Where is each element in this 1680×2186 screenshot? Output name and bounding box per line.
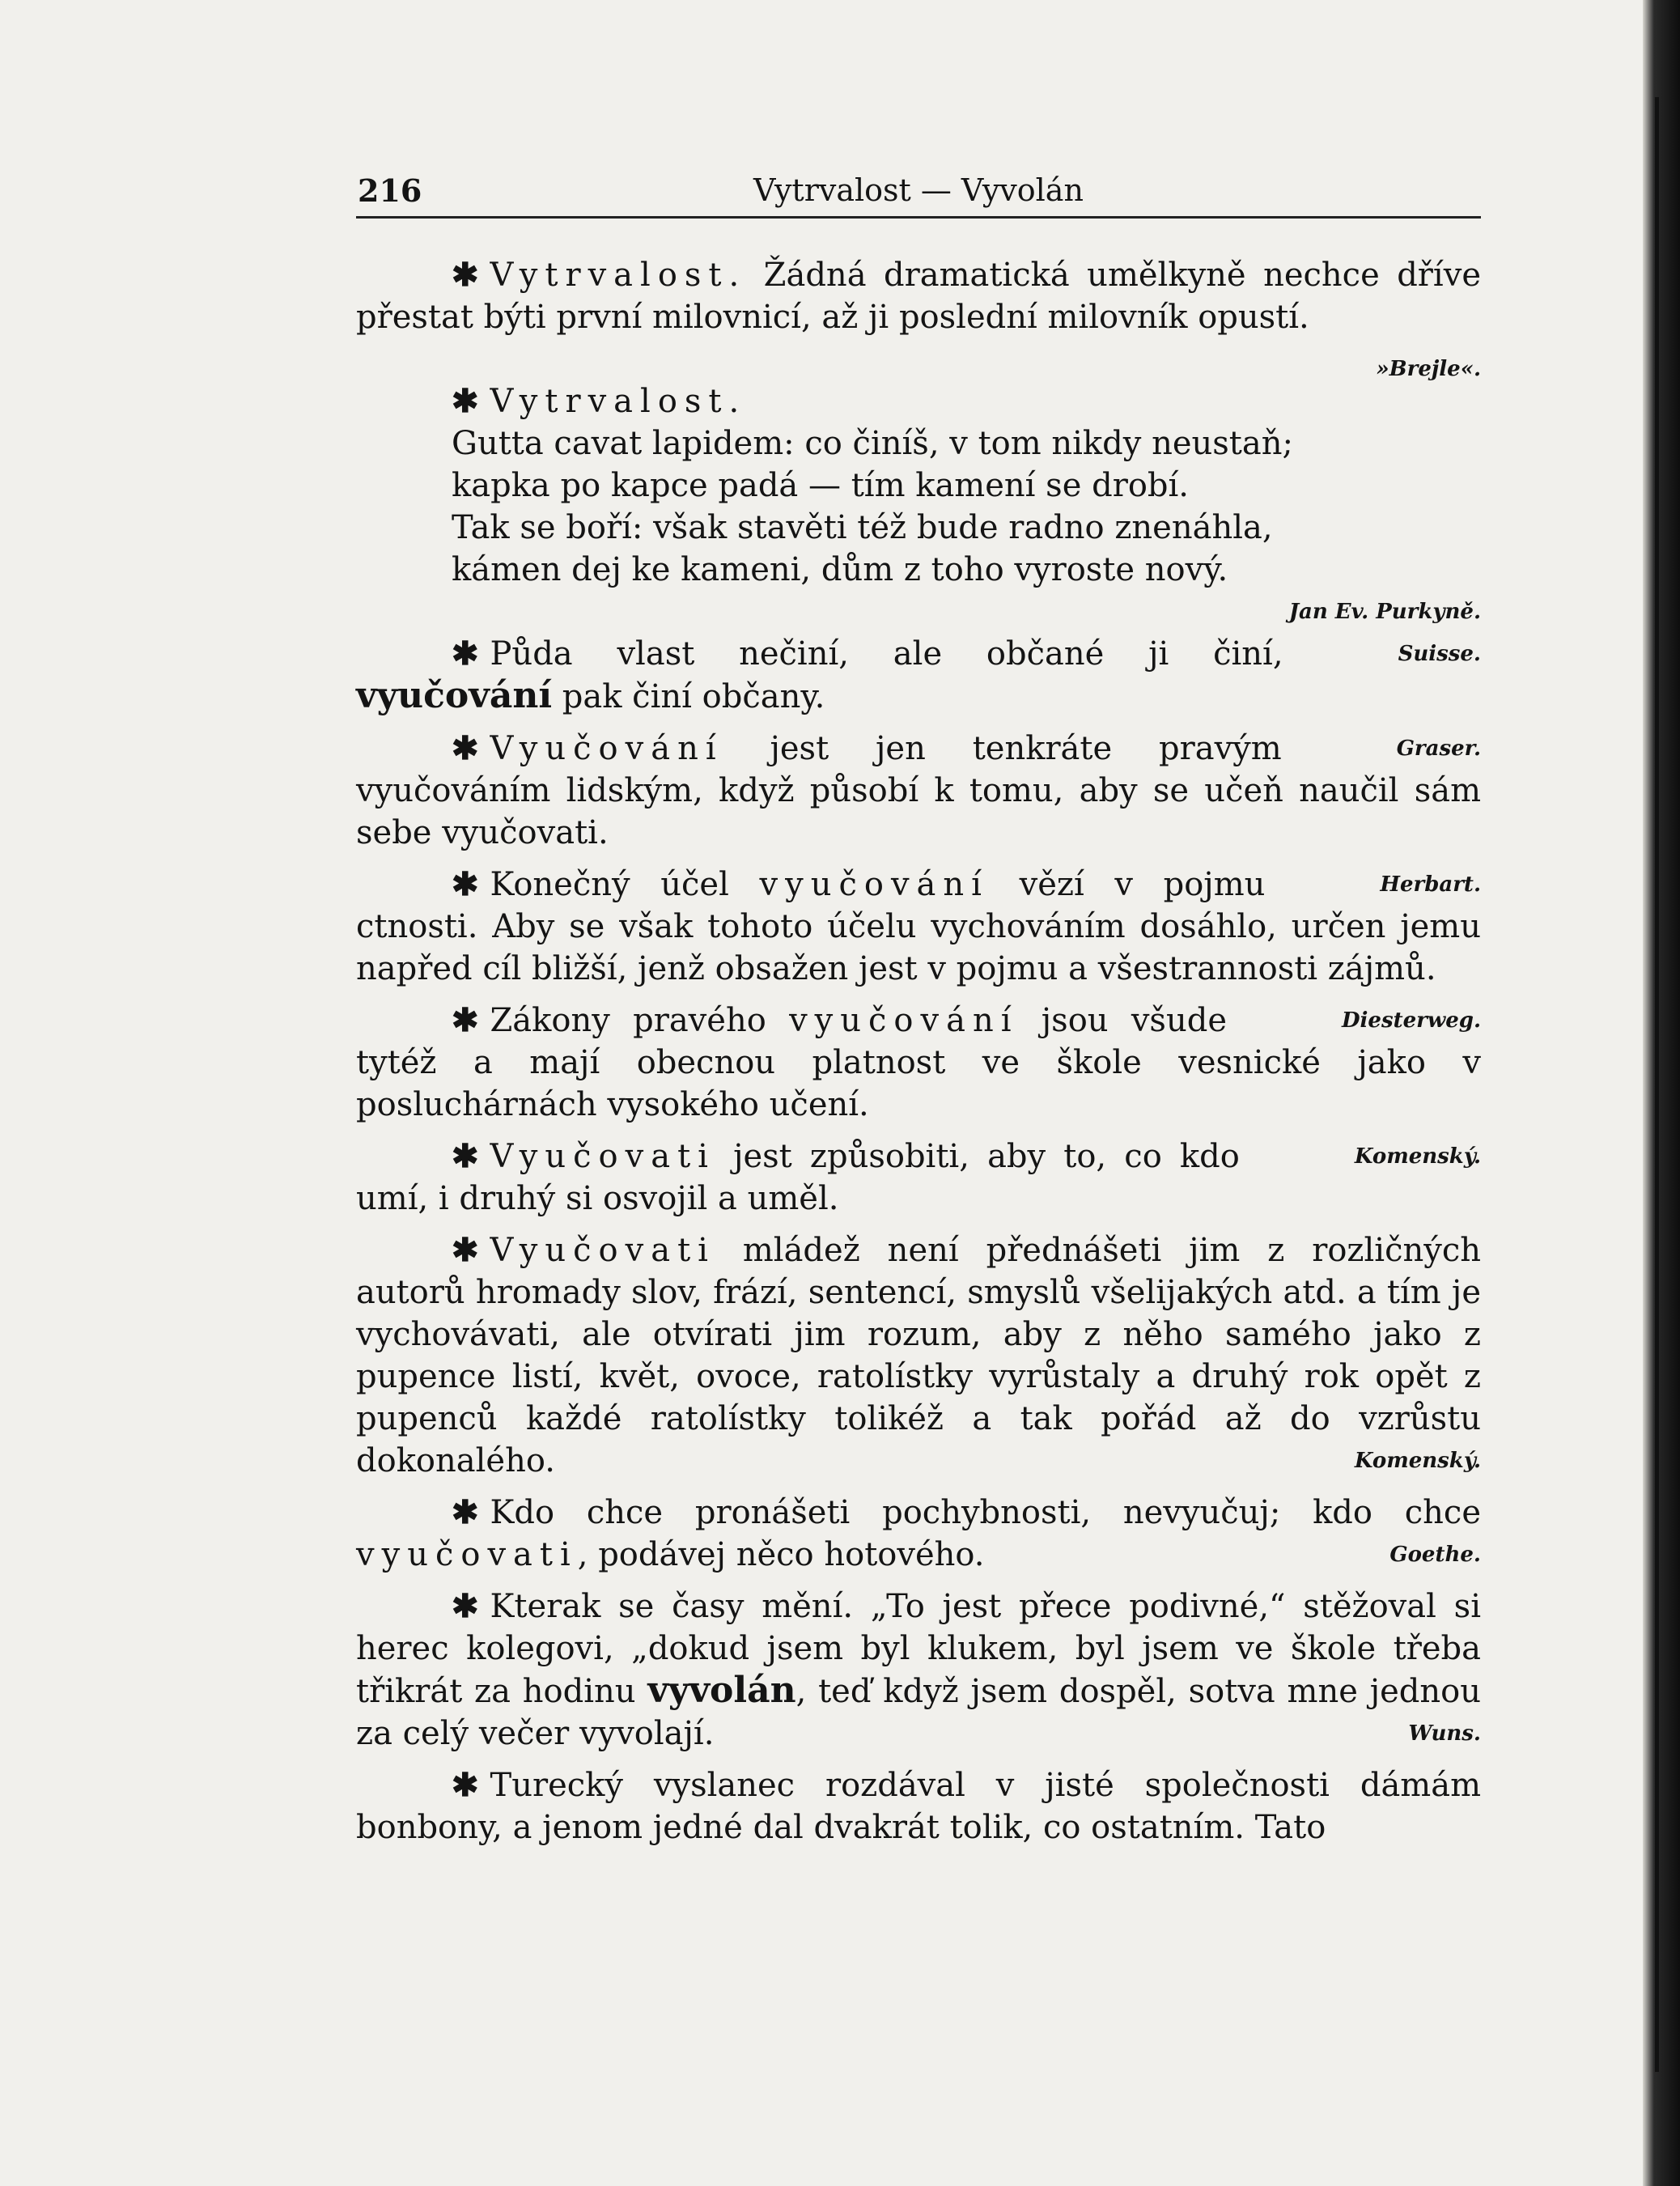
asterisk-icon: ✱	[452, 635, 479, 673]
entry-kdo-chce	[356, 1492, 1481, 1576]
entry-text: , podávej něco hotového.	[577, 1536, 985, 1573]
asterisk-icon: ✱	[452, 865, 479, 903]
entry-keyword: Vytrvalost.	[490, 257, 747, 294]
entry-text: vězí v pojmu ctnosti. Aby se však tohoto účelu vychováním dosáhlo, určen jemu napřed cíl bližší, jenž obsažen jest v pojmu a všestrannosti zájmů.	[356, 866, 1481, 987]
entry-text: Žádná dramatická umělkyně nechce dříve přestat býti první milovnicí, až ji poslední milovník opustí.	[356, 257, 1481, 336]
entry-author: Herbart.	[1380, 872, 1481, 897]
entry-text: Zákony pravého	[490, 1002, 790, 1039]
asterisk-icon: ✱	[452, 1231, 479, 1269]
entry-keyword: vyvolán	[647, 1670, 796, 1711]
entry-vyucovati-2	[356, 1229, 1481, 1482]
poem-line: kámen dej ke kameni, dům z toho vyroste nový.	[452, 551, 1228, 588]
entry-author: Diesterweg.	[1341, 1008, 1481, 1033]
entry-keyword: Vytrvalost.	[490, 383, 747, 420]
asterisk-icon: ✱	[452, 1766, 479, 1804]
entry-author: Suisse.	[1398, 642, 1481, 666]
page-edge-shadow	[1643, 0, 1680, 2186]
entry-text: mládež není přednášeti jim z rozličných autorů hromady slov, frází, sentencí, smyslů všelijakých atd. a tím je vychovávati, ale otvírati jim rozum, aby z něho samého jako z pupence listí, květ, ovoce, ratolístky vyrůstaly a druhý rok opět z pupenců každé ratolístky tolikéž a tak pořád až do vzrůstu dokonalého.	[356, 1232, 1481, 1479]
entry-text: jsou všude tytéž a mají obecnou platnost ve škole vesnické jako v posluchárnách vysokého učení.	[356, 1002, 1481, 1123]
poem-line: Gutta cavat lapidem: co činíš, v tom nikdy neustaň;	[452, 425, 1293, 462]
poem-line: kapka po kapce padá — tím kamení se drobí.	[452, 467, 1190, 504]
entry-keyword: vyučovati	[356, 1536, 578, 1573]
entry-author: Komenský.	[1354, 1449, 1481, 1473]
entry-text: Konečný účel	[490, 866, 760, 903]
entry-heading	[452, 380, 1481, 422]
entry-author: Jan Ev. Purkyně.	[1288, 600, 1481, 624]
running-title: Vytrvalost — Vyvolán	[753, 172, 1084, 208]
entry-author: Goethe.	[1389, 1543, 1481, 1567]
entry-keyword: vyučování	[759, 866, 989, 903]
entry-author: Graser.	[1396, 736, 1481, 761]
asterisk-icon: ✱	[452, 729, 479, 767]
entry-author: »Brejle«.	[1376, 357, 1481, 381]
entry-text: Turecký vyslanec rozdával v jisté společnosti dámám bonbony, a jenom jedné dal dvakrát tolik, co ostatním. Tato	[356, 1767, 1481, 1846]
entry-keyword: Vyučovati	[490, 1138, 715, 1175]
entry-text: Kdo chce pronášeti pochybnosti, nevyučuj; kdo chce	[490, 1494, 1481, 1531]
entry-puda	[356, 633, 1481, 718]
asterisk-icon: ✱	[452, 1137, 479, 1175]
entry-vytrvalost-2	[356, 380, 1481, 623]
entry-text: jest jen tenkráte pravým vyučováním lidským, když působí k tomu, aby se učeň naučil sám sebe vyučovati.	[356, 730, 1481, 851]
entry-keyword: Vyučování	[490, 730, 723, 767]
asterisk-icon: ✱	[452, 382, 479, 420]
entry-vyucovati-1	[356, 1135, 1481, 1220]
entries	[356, 254, 1481, 1849]
asterisk-icon: ✱	[452, 1001, 479, 1039]
entry-konecny-ucel	[356, 864, 1481, 990]
entry-text: Půda vlast nečiní, ale občané ji činí,	[490, 635, 1283, 673]
entry-text: pak činí občany.	[552, 678, 825, 715]
entry-vyucovani-1	[356, 728, 1481, 854]
page-number: 216	[358, 172, 422, 209]
poem-line: Tak se boří: však stavěti též bude radno znenáhla,	[452, 509, 1273, 546]
running-header	[356, 166, 1481, 219]
entry-author: Wuns.	[1408, 1721, 1481, 1746]
entry-text: jest způsobiti, aby to, co kdo umí, i druhý si osvojil a uměl.	[356, 1138, 1240, 1217]
entry-keyword: vyučování	[789, 1002, 1019, 1039]
asterisk-icon: ✱	[452, 1587, 479, 1625]
entry-turecky	[356, 1764, 1481, 1849]
entry-keyword: Vyučovati	[490, 1232, 715, 1269]
entry-zakony	[356, 1000, 1481, 1126]
entry-kterak	[356, 1585, 1481, 1755]
entry-keyword: vyučování	[356, 675, 553, 716]
entry-text: , teď když jsem dospěl, sotva mne jednou za celý večer vyvolají.	[356, 1673, 1481, 1752]
asterisk-icon: ✱	[452, 256, 479, 294]
entry-author: Komenský.	[1354, 1144, 1481, 1169]
attribution-line	[356, 348, 1481, 380]
entry-vytrvalost-1	[356, 254, 1481, 338]
poem-block	[356, 380, 1481, 591]
attribution-line	[356, 591, 1481, 623]
page-edge-line	[1655, 97, 1659, 2072]
page-column	[356, 166, 1481, 1858]
asterisk-icon: ✱	[452, 1493, 479, 1531]
entry-text: Kterak se časy mění. „To jest přece podivné,“ stěžoval si herec kolegovi, „dokud jsem byl klukem, byl jsem ve škole třeba třikrát za hodinu	[356, 1588, 1481, 1710]
